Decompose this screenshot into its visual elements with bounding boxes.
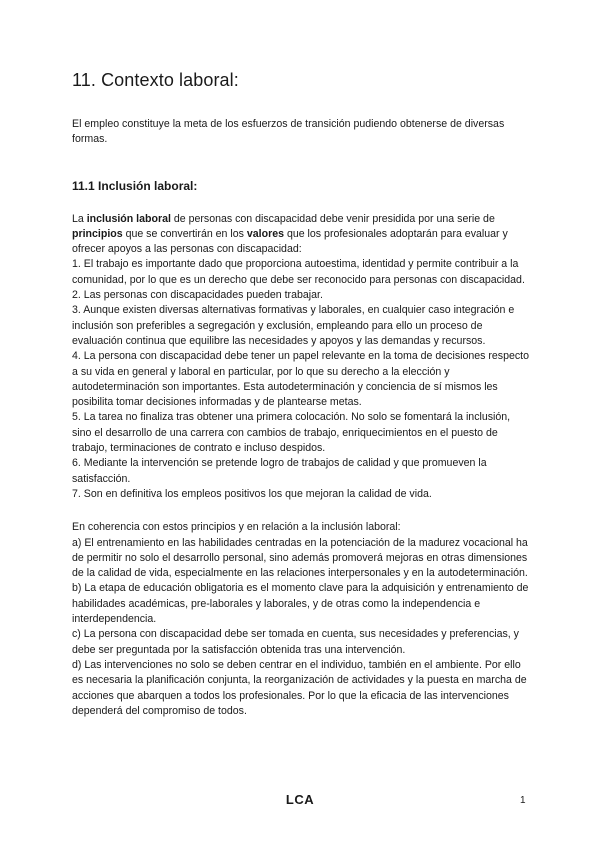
coherence-intro: En coherencia con estos principios y en relación a la inclusión laboral: xyxy=(72,521,401,534)
coherence-item: a) El entrenamiento en las habilidades centradas en la potenciación de la madurez vocacional ha de permitir no solo el desarrollo personal, sino además promoverá mejoras en otras dimensiones de la calidad de vida, especialmente en las relaciones interpersonales y en la autodeterminación. xyxy=(72,536,528,580)
coherence-item: c) La persona con discapacidad debe ser tomada en cuenta, sus necesidades y preferencias, y debe ser preguntada por la satisfacción obtenida tras una intervención. xyxy=(72,628,519,656)
page-title: 11. Contexto laboral: xyxy=(72,70,239,90)
intro-paragraph: El empleo constituye la meta de los esfuerzos de transición pudiendo obtenerse de diversas formas. xyxy=(72,118,505,146)
principle-item: 5. La tarea no finaliza tras obtener una primera colocación. No solo se fomentará la inclusión, sino el desarrollo de una carrera con cambios de trabajo, enriquecimientos en el puesto de trabajo, terminaciones de contrato e incluso despidos. xyxy=(72,411,511,455)
page-number: 1 xyxy=(520,795,526,806)
coherence-item: d) Las intervenciones no solo se deben centrar en el individuo, también en el ambiente. Por ello es necesaria la planificación conjunta, la reorganización de actividades y la puesta en marcha de acciones que abarquen a todos los profesionales. Por lo que la eficacia de las intervenciones dependerá del compromiso de todos. xyxy=(72,658,527,717)
principles-block xyxy=(72,212,532,503)
principle-item: 7. Son en definitiva los empleos positivos los que mejoran la calidad de vida. xyxy=(72,487,432,500)
principle-item: 4. La persona con discapacidad debe tener un papel relevante en la toma de decisiones respecto a su vida en general y laboral en particular, por lo que su derecho a la elección y autodeterminación son importantes. Esta autodeterminación y conciencia de sí mismos les posibilita tomar decisiones informadas y de plantearse metas. xyxy=(72,350,530,409)
principle-item: 3. Aunque existen diversas alternativas formativas y laborales, en cualquier caso integración e inclusión son preferibles a segregación y exclusión, empleando para ello un proceso de evaluación continua que equilibre las necesidades y apoyos y las demandas y recursos. xyxy=(72,304,515,347)
section-title: 11.1 Inclusión laboral: xyxy=(72,178,198,193)
coherence-item: b) La etapa de educación obligatoria es el momento clave para la adquisición y entrenamiento de habilidades académicas, pre-laborales y laborales, y de otras como la independencia e interdependencia. xyxy=(72,582,529,626)
principle-item: 2. Las personas con discapacidades pueden trabajar. xyxy=(72,289,323,302)
footer-brand: LCA xyxy=(285,792,315,807)
principle-item: 6. Mediante la intervención se pretende logro de trabajos de calidad y que promueven la satisfacción. xyxy=(72,457,487,485)
principle-item: 1. El trabajo es importante dado que proporciona autoestima, identidad y permite contribuir a la comunidad, por lo que es un derecho que debe ser reconocido para personas con discapacidad. xyxy=(72,258,525,286)
coherence-block xyxy=(72,520,532,719)
principles-intro: La inclusión laboral de personas con discapacidad debe venir presidida por una serie de principios que se convertirán en los valores que los profesionales adoptarán para evaluar y ofrecer apoyos a las personas con discapacidad: xyxy=(72,212,508,256)
document-page xyxy=(72,68,532,737)
